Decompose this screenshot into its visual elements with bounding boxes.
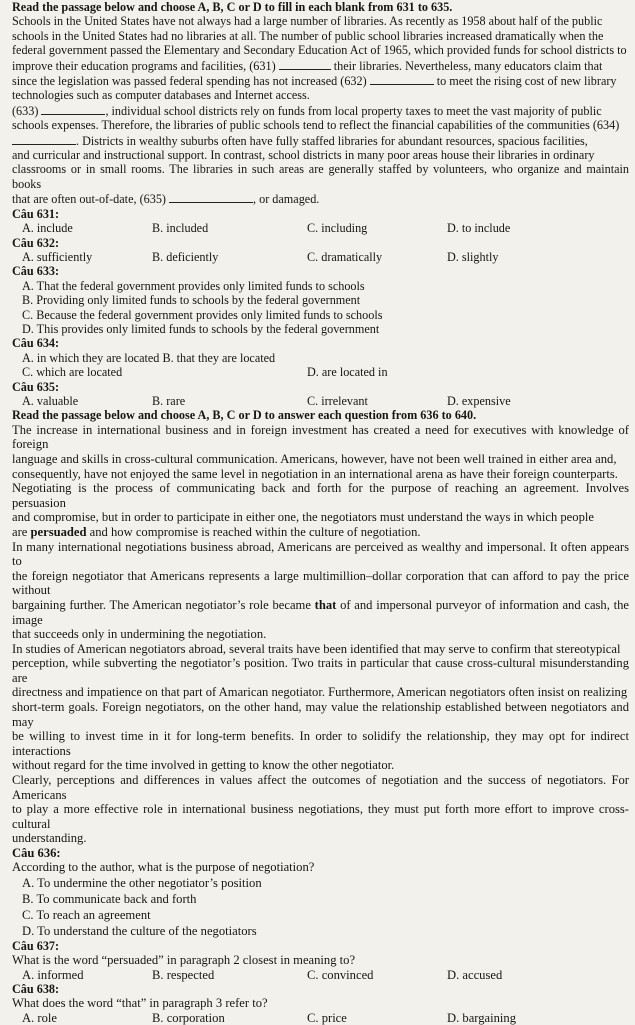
option-631-a[interactable]: A. include	[22, 221, 73, 236]
question-637-options	[12, 968, 629, 982]
question-635-label: Câu 635:	[12, 379, 60, 394]
option-637-b[interactable]: B. respected	[152, 967, 215, 982]
option-631-b[interactable]: B. included	[152, 221, 209, 236]
option-632-d[interactable]: D. slightly	[447, 249, 499, 264]
option-632-c[interactable]: C. dramatically	[307, 249, 383, 264]
question-637-label: Câu 637:	[12, 938, 60, 953]
option-634-ab[interactable]: A. in which they are located B. that they are located	[22, 350, 276, 365]
option-638-c[interactable]: C. price	[307, 1010, 347, 1025]
question-632-label: Câu 632:	[12, 235, 60, 250]
part1-heading: Read the passage below and choose A, B, C or D to fill in each blank from 631 to 635.	[12, 0, 453, 14]
option-635-a[interactable]: A. valuable	[22, 393, 79, 408]
option-638-d[interactable]: D. bargaining	[447, 1010, 517, 1025]
option-636-c[interactable]: C. To reach an agreement	[22, 907, 151, 922]
question-631-label: Câu 631:	[12, 206, 60, 221]
question-636-text: According to the author, what is the purpose of negotiation?	[12, 860, 315, 875]
option-635-b[interactable]: B. rare	[152, 393, 186, 408]
blank-631	[279, 58, 331, 70]
blank-632	[370, 73, 434, 85]
option-633-d[interactable]: D. This provides only limited funds to schools by the federal government	[22, 321, 380, 336]
question-638-label: Câu 638:	[12, 982, 60, 997]
blank-633	[41, 103, 105, 115]
option-636-b[interactable]: B. To communicate back and forth	[22, 891, 197, 906]
option-638-b[interactable]: B. corporation	[152, 1010, 225, 1025]
question-632-options	[12, 250, 629, 264]
question-634-options-cd	[12, 365, 629, 379]
option-635-c[interactable]: C. irrelevant	[307, 393, 368, 408]
option-635-d[interactable]: D. expensive	[447, 393, 511, 408]
question-638-options	[12, 1011, 629, 1025]
option-637-a[interactable]: A. informed	[22, 967, 84, 982]
highlight-that: that	[314, 597, 337, 612]
question-631-options	[12, 221, 629, 235]
part1-passage: Schools in the United States have not always had a large number of libraries. As recently as 1958 about half of the public schools in the United States had no libraries at all. The number of public school libraries increased dramatically when the federal government passed the Elementary and Secondary Education Act of 1965, which provided funds for school districts to improve their education programs and facilities, (631) their libraries. Nevertheless, many educators claim that since the legislation was passed federal spending has not increased (632) to meet the rising cost of new library technologies such as computer databases and Internet access. (633) , individual school districts rely on funds from local property taxes to meet the vast majority of public schools expenses. Therefore, the libraries of public schools tend to reflect the financial capabilities of the communities (634) . Districts in wealthy suburbs often have fully staffed libraries for abundant resources, spacious facilities, and curricular and instructional support. In contrast, school districts in many poor areas house their libraries in ordinary classrooms or in small rooms. The libraries in such areas are generally staffed by volunteers, who organize and maintain books that are often out-of-date, (635) , or damaged.	[12, 14, 629, 207]
blank-634	[12, 133, 76, 145]
option-632-a[interactable]: A. sufficiently	[22, 249, 93, 264]
question-638-text: What does the word “that” in paragraph 3 refer to?	[12, 996, 268, 1011]
option-634-c[interactable]: C. which are located	[22, 365, 123, 380]
option-633-b[interactable]: B. Providing only limited funds to schools by the federal government	[22, 293, 361, 308]
blank-635	[169, 191, 253, 203]
option-637-d[interactable]: D. accused	[447, 967, 503, 982]
question-634-label: Câu 634:	[12, 336, 60, 351]
option-638-a[interactable]: A. role	[22, 1010, 57, 1025]
option-634-d[interactable]: D. are located in	[307, 365, 388, 380]
part2-passage: The increase in international business and in foreign investment has created a need for executives with knowledge of foreign language and skills in cross-cultural communication. Americans, however, have not been well trained in either area and, consequently, have not enjoyed the same level in negotiation in an international arena as have their foreign counterparts. Negotiating is the process of communicating back and forth for the purpose of reaching an agreement. Involves persuasion and compromise, but in order to participate in either one, the negotiators must understand the ways in which people are persuaded and how compromise is reached within the culture of negotiation. In many international negotiations business abroad, Americans are perceived as wealthy and impersonal. It often appears to the foreign negotiator that Americans represents a large multimillion–dollar corporation that can afford to pay the price without bargaining further. The American negotiator’s role became that of and impersonal purveyor of information and cash, the image that succeeds only in undermining the negotiation. In studies of American negotiators abroad, several traits have been identified that may serve to confirm that stereotypical perception, while subverting the negotiator’s position. Two traits in particular that cause cross-cultural misunderstanding are directness and impatience on that part of Amarican negotiator. Furthermore, American negotiators often insist on realizing short-term goals. Foreign negotiators, on the other hand, may value the relationship established between negotiators and may be willing to invest time in it for long-term benefits. In order to solidify the relationship, they may opt for indirect interactions without regard for the time involved in getting to know the other negotiator. Clearly, perceptions and differences in values affect the outcomes of negotiation and the success of negotiators. For Americans to play a more effective role in international business negotiations, they must put forth more effort to improve cross-cultural understanding.	[12, 422, 629, 846]
option-636-a[interactable]: A. To undermine the other negotiator’s position	[22, 875, 262, 890]
option-633-a[interactable]: A. That the federal government provides only limited funds to schools	[22, 278, 365, 293]
highlight-persuaded: persuaded	[30, 524, 87, 539]
question-637-text: What is the word “persuaded” in paragraph 2 closest in meaning to?	[12, 953, 356, 968]
option-633-c[interactable]: C. Because the federal government provides only limited funds to schools	[22, 307, 383, 322]
question-636-label: Câu 636:	[12, 846, 61, 860]
question-635-options	[12, 394, 629, 408]
option-632-b[interactable]: B. deficiently	[152, 249, 219, 264]
option-631-c[interactable]: C. including	[307, 221, 368, 236]
option-637-c[interactable]: C. convinced	[307, 967, 374, 982]
question-633-label: Câu 633:	[12, 264, 60, 279]
option-631-d[interactable]: D. to include	[447, 221, 511, 236]
part2-heading: Read the passage below and choose A, B, C or D to answer each question from 636 to 640.	[12, 408, 477, 423]
option-636-d[interactable]: D. To understand the culture of the negotiators	[22, 923, 257, 938]
